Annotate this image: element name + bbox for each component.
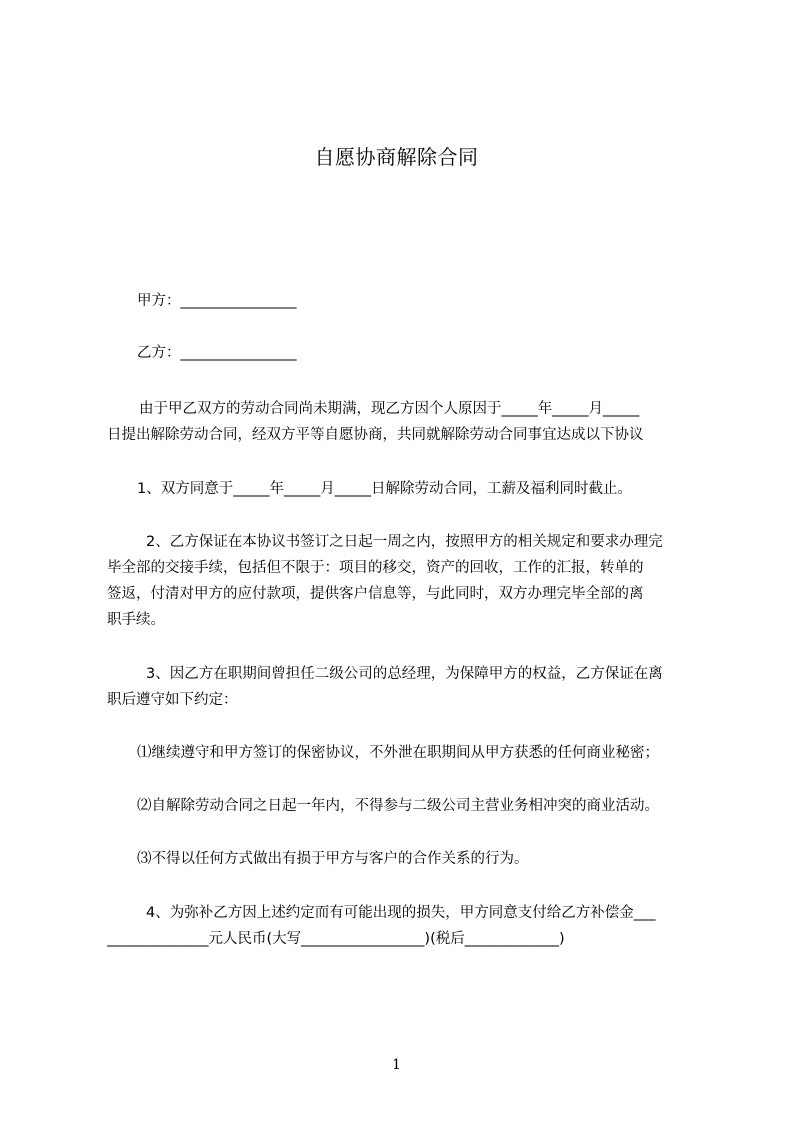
clause-4-line-2: ______________元人民币(大写_________________)(税后_____________) [107,931,565,947]
document-title: 自愿协商解除合同 [314,145,479,169]
clause-1: 1、双方同意于_____年_____月_____日解除劳动合同，工薪及福利同时截止。 [137,481,632,497]
clause-2-line-1: 2、乙方保证在本协议书签订之日起一周之内，按照甲方的相关规定和要求办理完 [146,534,663,550]
clause-2-line-2: 毕全部的交接手续，包括但不限于：项目的移交，资产的回收，工作的汇报，转单的 [107,560,644,576]
intro-line-2: 日提出解除劳动合同，经双方平等自愿协商，共同就解除劳动合同事宜达成以下协议 [107,427,644,443]
clause-3-item-1: ⑴继续遵守和甲方签订的保密协议，不外泄在职期间从甲方获悉的任何商业秘密； [137,745,659,761]
clause-4-line-1: 4、为弥补乙方因上述约定而有可能出现的损失，甲方同意支付给乙方补偿金___ [146,905,656,921]
clause-2-line-4: 职手续。 [107,612,165,628]
party-b-line: 乙方：________________ [137,345,297,361]
party-a-line: 甲方：________________ [137,293,297,309]
page-number: 1 [392,1057,401,1073]
clause-3-item-3: ⑶不得以任何方式做出有损于甲方与客户的合作关系的行为。 [137,851,529,867]
clause-2-line-3: 签返，付清对甲方的应付款项，提供客户信息等，与此同时，双方办理完毕全部的离 [107,586,644,602]
intro-line-1: 由于甲乙双方的劳动合同尚未期满，现乙方因个人原因于_____年_____月_____ [139,401,640,417]
clause-3-line-2: 职后遵守如下约定： [107,692,238,708]
clause-3-line-1: 3、因乙方在职期间曾担任二级公司的总经理，为保障甲方的权益，乙方保证在离 [146,666,663,682]
clause-3-item-2: ⑵自解除劳动合同之日起一年内，不得参与二级公司主营业务相冲突的商业活动。 [137,798,659,814]
